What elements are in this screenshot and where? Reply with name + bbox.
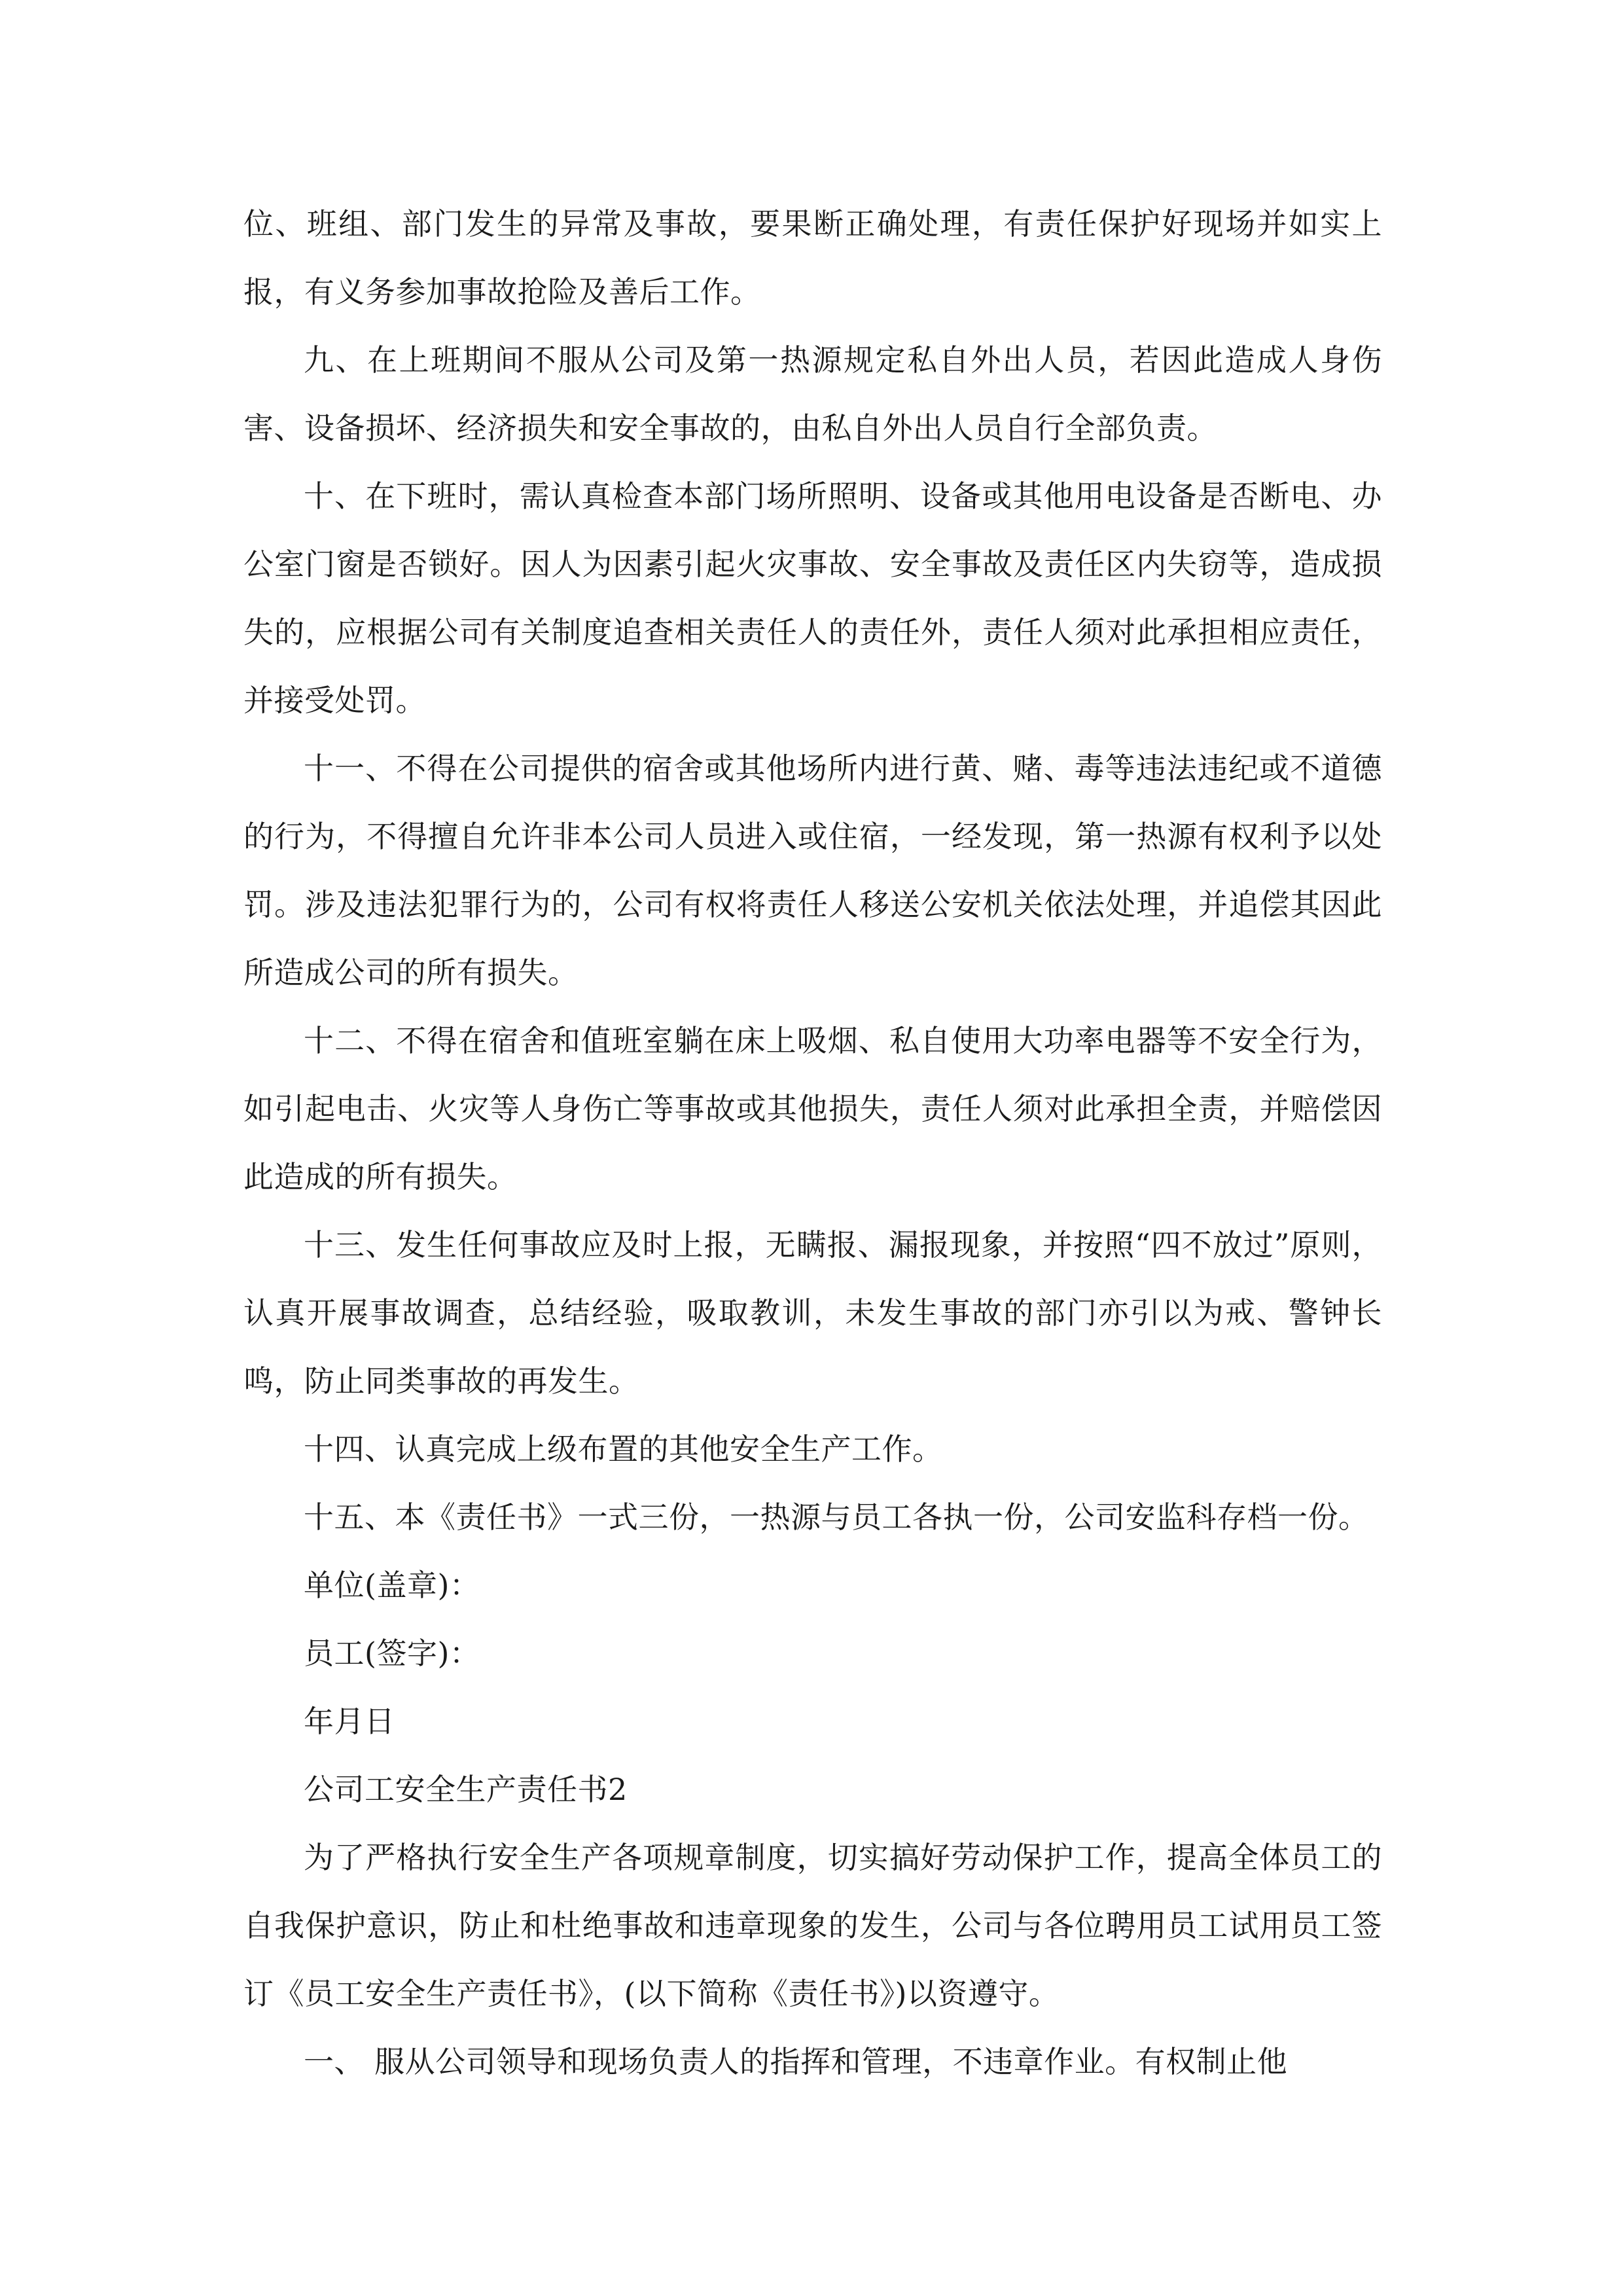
signature-unit-line: 单位(盖章)： (304, 1568, 480, 1603)
paragraph-continuation: 位、班组、部门发生的异常及事故，要果断正确处理，有责任保护好现场并如实上报，有义务参加事故抢险及善后工作。 (243, 206, 1382, 310)
paragraph-item-13: 十三、发生任何事故应及时上报，无瞒报、漏报现象，并按照“四不放过”原则，认真开展事故调查，总结经验，吸取教训，未发生事故的部门亦引以为戒、警钟长鸣，防止同类事故的再发生。 (243, 1227, 1382, 1399)
paragraph-item-14: 十四、认真完成上级布置的其他安全生产工作。 (304, 1431, 943, 1467)
paragraph-item-9: 九、在上班期间不服从公司及第一热源规定私自外出人员，若因此造成人身伤害、设备损坏、经济损失和安全事故的，由私自外出人员自行全部负责。 (243, 342, 1382, 446)
paragraph-item-10: 十、在下班时，需认真检查本部门场所照明、设备或其他用电设备是否断电、办公室门窗是否锁好。因人为因素引起火灾事故、安全事故及责任区内失窃等，造成损失的，应根据公司有关制度追查相关责任人的责任外，责任人须对此承担相应责任，并接受处罚。 (243, 478, 1382, 718)
paragraph-item-15: 十五、本《责任书》一式三份，一热源与员工各执一份，公司安监科存档一份。 (304, 1499, 1369, 1535)
paragraph-item-1: 一、 服从公司领导和现场负责人的指挥和管理，不违章作业。有权制止他 (304, 2044, 1288, 2079)
paragraph-intro: 为了严格执行安全生产各项规章制度，切实搞好劳动保护工作，提高全体员工的自我保护意识，防止和杜绝事故和违章现象的发生，公司与各位聘用员工试用员工签订《员工安全生产责任书》，(以下简称《责任书》)以资遵守。 (243, 1840, 1382, 2011)
paragraph-item-12: 十二、不得在宿舍和值班室躺在床上吸烟、私自使用大功率电器等不安全行为，如引起电击、火灾等人身伤亡等事故或其他损失，责任人须对此承担全责，并赔偿因此造成的所有损失。 (243, 1023, 1382, 1194)
section-title: 公司工安全生产责任书2 (304, 1772, 628, 1807)
signature-employee-line: 员工(签字)： (304, 1636, 480, 1671)
date-line: 年月日 (304, 1704, 395, 1739)
paragraph-item-11: 十一、不得在公司提供的宿舍或其他场所内进行黄、赌、毒等违法违纪或不道德的行为，不得擅自允许非本公司人员进入或住宿，一经发现，第一热源有权利予以处罚。涉及违法犯罪行为的，公司有权将责任人移送公安机关依法处理，并追偿其因此所造成公司的所有损失。 (243, 751, 1382, 990)
document-body (243, 190, 1382, 2096)
